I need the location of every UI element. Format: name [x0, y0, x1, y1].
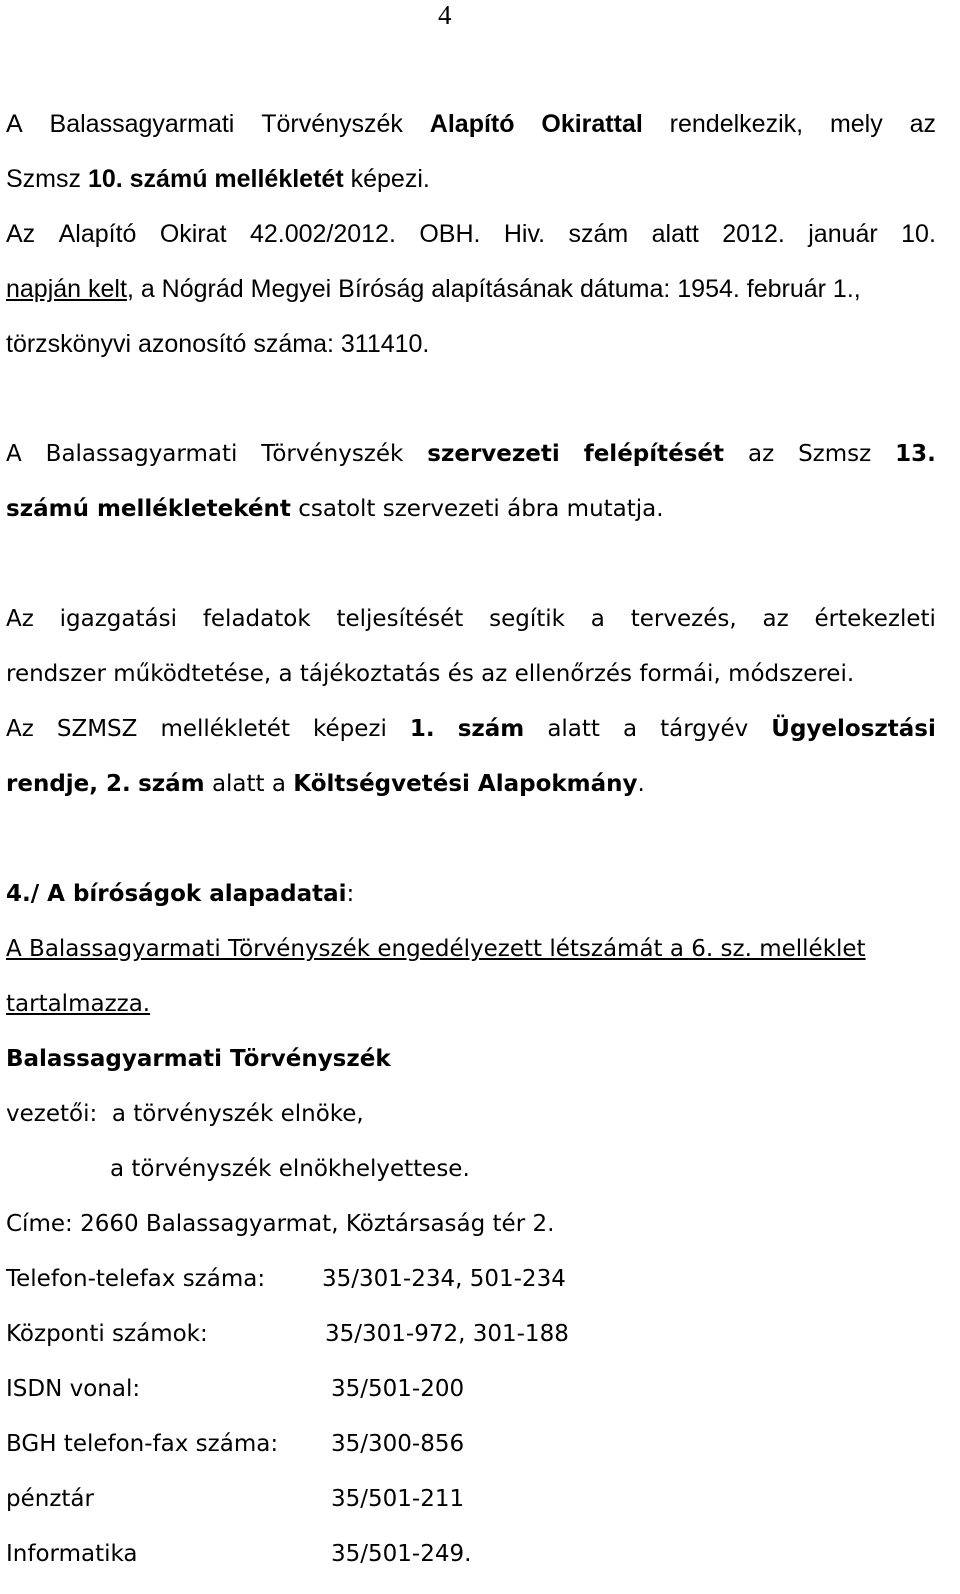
contact-value: 35/301-234, 501-234	[322, 1266, 566, 1292]
section-heading: 4./ A bíróságok alapadatai:	[6, 881, 355, 907]
contact-row	[6, 1375, 906, 1403]
p1-line3: Az Alapító Okirat 42.002/2012. OBH. Hiv. szám alatt 2012. január 10.	[6, 220, 936, 248]
contact-label: Informatika	[6, 1541, 138, 1567]
p3-line4: rendje, 2. szám alatt a Költségvetési Alapokmány.	[6, 771, 645, 797]
contact-value: 35/301-972, 301-188	[325, 1321, 569, 1347]
contact-value: 35/501-249.	[331, 1541, 472, 1567]
p1-line5: törzskönyvi azonosító száma: 311410.	[6, 330, 430, 358]
contact-label: BGH telefon-fax száma:	[6, 1431, 279, 1457]
contact-row	[6, 1320, 906, 1348]
contact-value: 35/501-200	[331, 1376, 465, 1402]
contact-label: pénztár	[6, 1486, 94, 1512]
headcount-line2: tartalmazza.	[6, 991, 151, 1017]
p3-line3: Az SZMSZ mellékletét képezi 1. szám alatt a tárgyév Ügyelosztási	[6, 716, 936, 742]
court-name: Balassagyarmati Törvényszék	[6, 1046, 391, 1072]
contact-row	[6, 1485, 906, 1513]
page-number: 4	[438, 0, 452, 30]
p2-line2: számú mellékleteként csatolt szervezeti ábra mutatja.	[6, 496, 664, 522]
contact-row	[6, 1430, 906, 1458]
p1-line1: A Balassagyarmati Törvényszék Alapító Okirattal rendelkezik, mely az	[6, 110, 936, 138]
headcount-line1: A Balassagyarmati Törvényszék engedélyezett létszámát a 6. sz. melléklet	[6, 936, 866, 962]
p2-line1: A Balassagyarmati Törvényszék szervezeti felépítését az Szmsz 13.	[6, 441, 936, 467]
address: Címe: 2660 Balassagyarmat, Köztársaság tér 2.	[6, 1211, 555, 1237]
contact-label: ISDN vonal:	[6, 1376, 141, 1402]
contact-row	[6, 1265, 906, 1293]
p3-line2: rendszer működtetése, a tájékoztatás és az ellenőrzés formái, módszerei.	[6, 661, 855, 687]
contact-value: 35/300-856	[331, 1431, 465, 1457]
contact-label: Központi számok:	[6, 1321, 208, 1347]
p3-line1: Az igazgatási feladatok teljesítését segítik a tervezés, az értekezleti	[6, 606, 936, 632]
p1-line2: Szmsz 10. számú mellékletét képezi.	[6, 165, 430, 193]
p1-line4: napján kelt, a Nógrád Megyei Bíróság alapításának dátuma: 1954. február 1.,	[6, 275, 861, 303]
contact-value: 35/501-211	[331, 1486, 465, 1512]
leaders-line2: a törvényszék elnökhelyettese.	[110, 1156, 470, 1182]
leaders-line1: vezetői: a törvényszék elnöke,	[6, 1101, 364, 1127]
contact-row	[6, 1540, 906, 1568]
contact-label: Telefon-telefax száma:	[6, 1266, 266, 1292]
